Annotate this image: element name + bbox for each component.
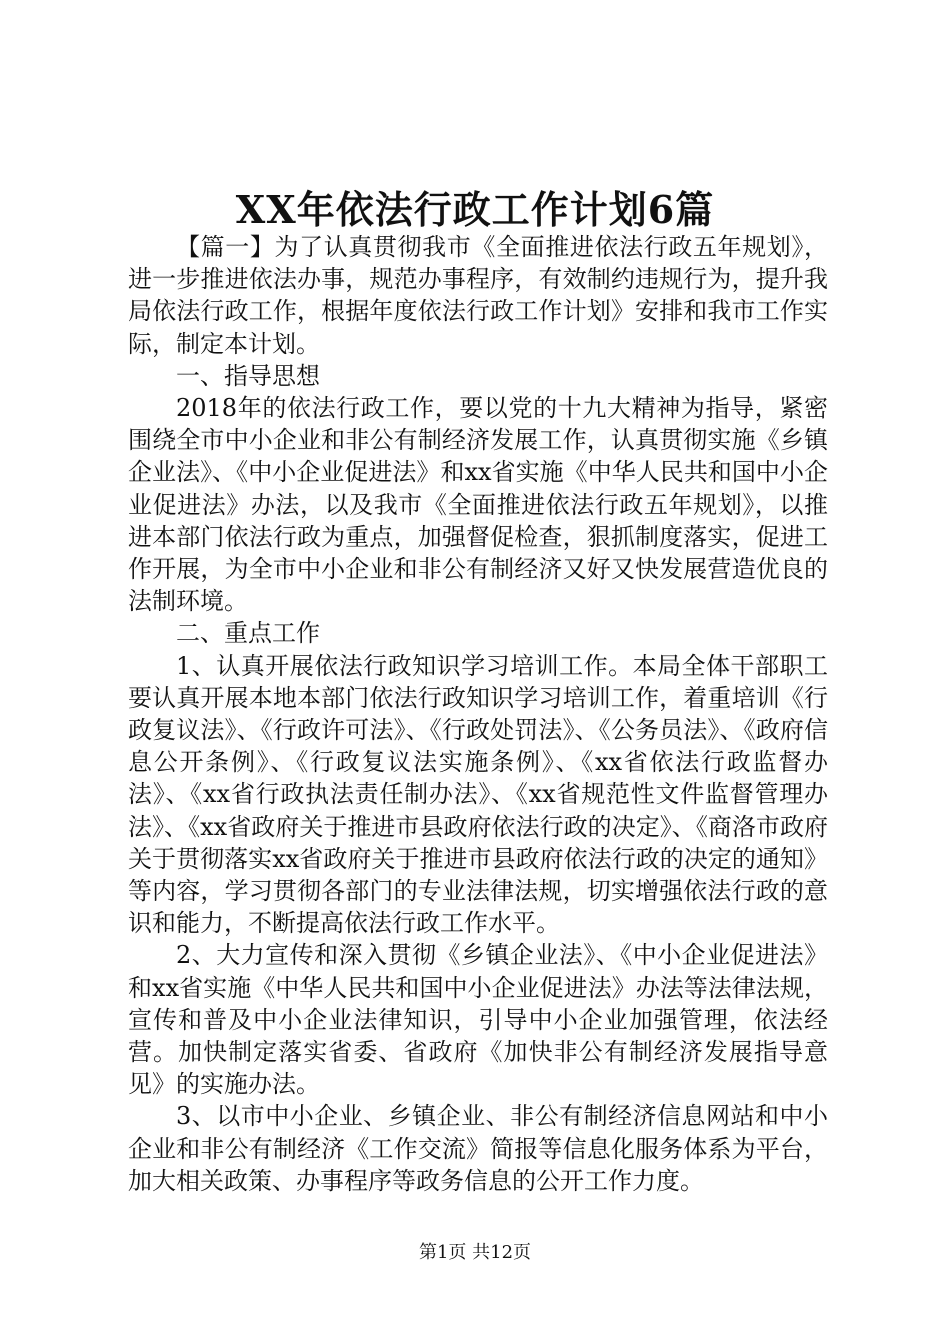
section-heading-key-work: 二、重点工作 (176, 619, 320, 648)
paragraph-intro: 【篇一】为了认真贯彻我市《全面推进依法行政五年规划》，进一步推进依法办事，规范办事程序，有效制约违规行为，提升我局依法行政工作，根据年度依法行政工作计划》安排和我市工作实际，制定本计划。 (128, 233, 828, 358)
paragraph-guiding-ideology: 2018年的依法行政工作，要以党的十九大精神为指导，紧密围绕全市中小企业和非公有制经济发展工作，认真贯彻实施《乡镇企业法》、《中小企业促进法》和xx省实施《中华人民共和国中小企业促进法》办法，以及我市《全面推进依法行政五年规划》，以推进本部门依法行政为重点，加强督促检查，狠抓制度落实，促进工作开展，为全市中小企业和非公有制经济又好又快发展营造优良的法制环境。 (128, 394, 828, 616)
paragraph-item-2: 2、大力宣传和深入贯彻《乡镇企业法》、《中小企业促进法》和xx省实施《中华人民共和国中小企业促进法》办法等法律法规，宣传和普及中小企业法律知识，引导中小企业加强管理，依法经营。加快制定落实省委、省政府《加快非公有制经济发展指导意见》的实施办法。 (128, 941, 828, 1099)
paragraph-item-1: 1、认真开展依法行政知识学习培训工作。本局全体干部职工要认真开展本地本部门依法行政知识学习培训工作，着重培训《行政复议法》、《行政许可法》、《行政处罚法》、《公务员法》、《政府信息公开条例》、《行政复议法实施条例》、《xx省依法行政监督办法》、《xx省行政执法责任制办法》、《xx省规范性文件监督管理办法》、《xx省政府关于推进市县政府依法行政的决定》、《商洛市政府关于贯彻落实xx省政府关于推进市县政府依法行政的决定的通知》等内容，学习贯彻各部门的专业法律法规，切实增强依法行政的意识和能力，不断提高依法行政工作水平。 (128, 651, 828, 938)
document-body (128, 231, 828, 1197)
document-title: XX年依法行政工作计划6篇 (235, 187, 715, 232)
section-heading-guiding-ideology: 一、指导思想 (176, 361, 320, 390)
page-number: 第1页 共12页 (418, 1242, 532, 1263)
paragraph-item-3: 3、以市中小企业、乡镇企业、非公有制经济信息网站和中小企业和非公有制经济《工作交流》简报等信息化服务体系为平台，加大相关政策、办事程序等政务信息的公开工作力度。 (128, 1102, 828, 1195)
